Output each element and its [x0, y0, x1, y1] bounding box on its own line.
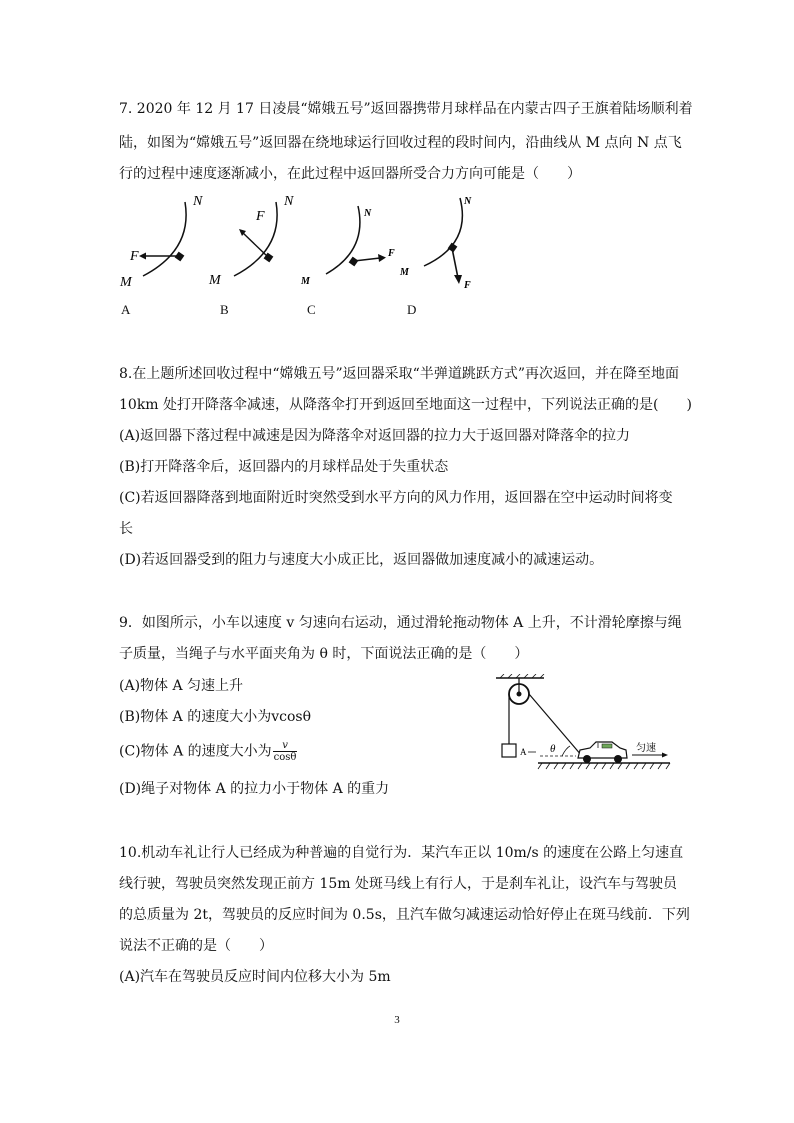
q7-b-label-n: N — [284, 194, 294, 209]
q7-option-c: C — [307, 302, 316, 317]
block-a — [502, 744, 516, 757]
q9-frac-denominator: cosθ — [273, 752, 297, 763]
block-a-label: A — [520, 747, 527, 757]
q7-option-b: B — [220, 302, 229, 317]
q7-figure-c — [296, 200, 406, 290]
q9-option-b: (B)物体 A 的速度大小为vcosθ — [119, 709, 312, 725]
q7-figure-b — [204, 190, 304, 295]
q7-c-label-f: F — [388, 248, 395, 259]
q7-line-3: 行的过程中速度逐渐减小，在此过程中返回器所受合力方向可能是（ ） — [119, 166, 581, 182]
q10-option-a: (A)汽车在驾驶员反应时间内位移大小为 5m — [119, 969, 391, 985]
theta-label: θ — [550, 743, 556, 755]
page-number: 3 — [394, 1014, 400, 1026]
q7-option-a: A — [121, 302, 131, 317]
q7-line-2: 陆，如图为“嫦娥五号”返回器在绕地球运行回收过程的段时间内，沿曲线从 M 点向 N 点飞 — [119, 135, 682, 151]
q7-line-1: 7. 2020 年 12 月 17 日凌晨“嫦娥五号”返回器携带月球样品在内蒙古四子王旗着陆场顺利着 — [119, 101, 693, 117]
q7-a-label-m: M — [120, 275, 132, 290]
q8-option-b: (B)打开降落伞后，返回器内的月球样品处于失重状态 — [119, 459, 449, 475]
q8-option-c-cont: 长 — [119, 521, 133, 537]
q7-d-label-m: M — [400, 267, 409, 278]
q8-option-c: (C)若返回器降落到地面附近时突然受到水平方向的风力作用，返回器在空中运动时间将变 — [119, 490, 673, 506]
q7-a-label-f: F — [130, 249, 139, 264]
q9-frac-numerator: v — [273, 740, 298, 752]
q8-line-1: 8.在上题所述回收过程中“嫦娥五号”返回器采取“半弹道跳跃方式”再次返回，并在降至地面 — [119, 366, 679, 382]
q9-option-a: (A)物体 A 匀速上升 — [119, 678, 244, 694]
q7-a-label-n: N — [193, 194, 203, 209]
q9-option-c-text: (C)物体 A 的速度大小为 — [119, 743, 272, 760]
q9-figure — [490, 674, 672, 774]
q7-figure-d — [394, 192, 494, 297]
q7-b-label-m: M — [209, 273, 221, 288]
q10-line-4: 说法不正确的是（ ） — [119, 938, 273, 954]
q7-b-label-f: F — [256, 209, 265, 224]
car-icon — [578, 742, 627, 763]
q9-option-c-fraction — [273, 740, 298, 763]
q9-line-1: 9．如图所示，小车以速度 v 匀速向右运动，通过滑轮拖动物体 A 上升，不计滑轮摩擦与绳 — [119, 615, 682, 631]
q7-c-label-n: N — [364, 208, 372, 219]
q7-option-d: D — [407, 302, 417, 317]
q9-option-d: (D)绳子对物体 A 的拉力小于物体 A 的重力 — [119, 781, 390, 797]
q10-line-1: 10.机动车礼让行人已经成为种普遍的自觉行为．某汽车正以 10m/s 的速度在公路上匀速直 — [119, 845, 684, 861]
q10-line-3: 的总质量为 2t，驾驶员的反应时间为 0.5s，且汽车做匀减速运动恰好停止在斑马线前．下列 — [119, 907, 690, 923]
q8-line-2: 10km 处打开降落伞减速，从降落伞打开到返回至地面这一过程中，下列说法正确的是( ) — [119, 397, 692, 413]
q7-figure-a — [113, 190, 213, 295]
q7-d-label-n: N — [464, 196, 472, 207]
q7-d-label-f: F — [464, 280, 471, 291]
uniform-motion-label: 匀速 — [636, 743, 656, 754]
q7-c-label-m: M — [301, 276, 310, 287]
q8-option-d: (D)若返回器受到的阻力与速度大小成正比，返回器做加速度减小的减速运动。 — [119, 552, 604, 568]
q10-line-2: 线行驶，驾驶员突然发现正前方 15m 处斑马线上有行人，于是刹车礼让，设汽车与驾驶员 — [119, 876, 677, 892]
q9-option-c — [119, 740, 297, 763]
q8-option-a: (A)返回器下落过程中减速是因为降落伞对返回器的拉力大于返回器对降落伞的拉力 — [119, 428, 631, 444]
q9-line-2: 子质量，当绳子与水平面夹角为 θ 时，下面说法正确的是（ ） — [119, 646, 529, 662]
